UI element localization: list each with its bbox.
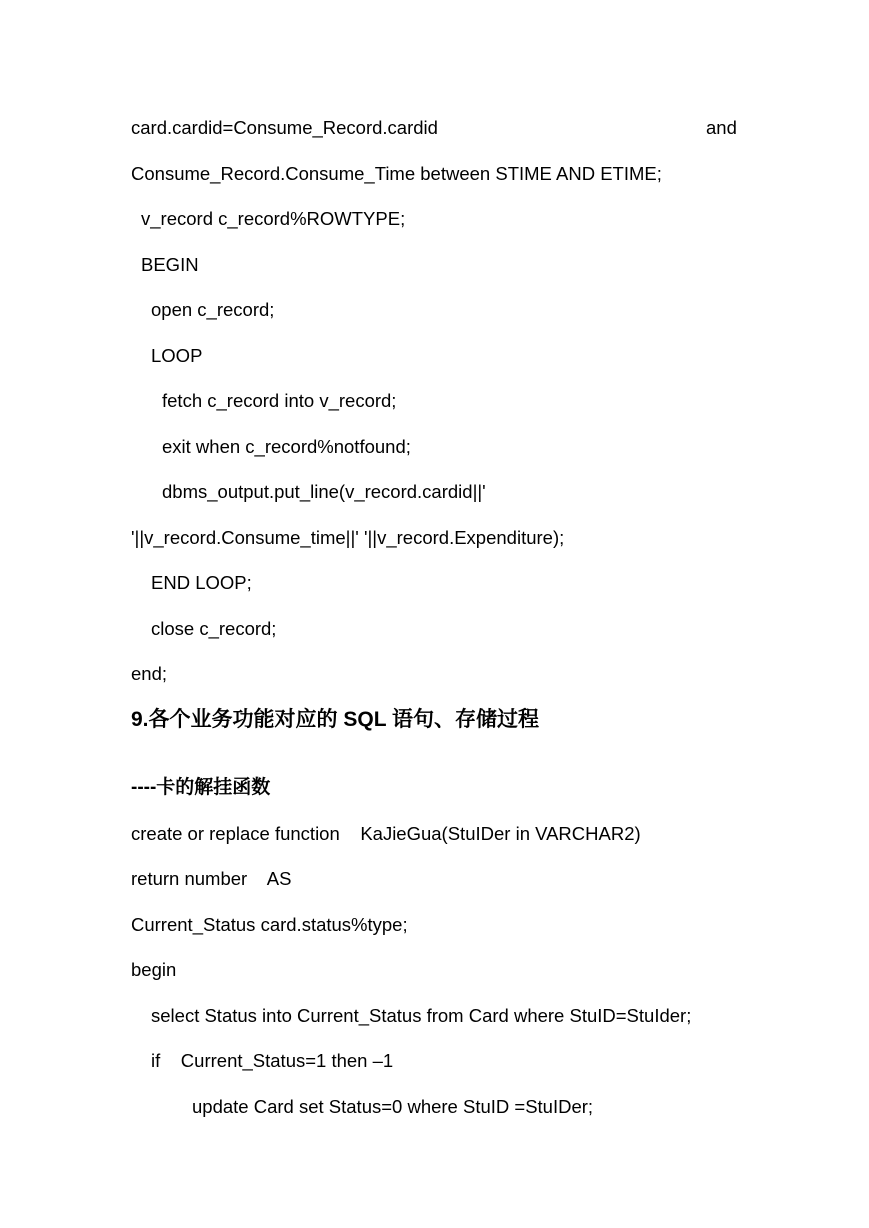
code-line: v_record c_record%ROWTYPE; <box>141 208 406 229</box>
code-line: begin <box>131 959 177 980</box>
section-heading: 9.各个业务功能对应的 SQL 语句、存储过程 <box>131 708 539 731</box>
code-line: exit when c_record%notfound; <box>162 436 411 457</box>
code-line: BEGIN <box>141 254 199 275</box>
code-line: Current_Status card.status%type; <box>131 914 408 935</box>
code-line: open c_record; <box>151 299 275 320</box>
code-line: if Current_Status=1 then –1 <box>151 1050 394 1071</box>
code-line: update Card set Status=0 where StuID =StuIDer; <box>192 1096 594 1117</box>
code-line: '||v_record.Consume_time||' '||v_record.Expenditure); <box>131 527 565 548</box>
code-line: create or replace function KaJieGua(StuIDer in VARCHAR2) <box>131 823 641 844</box>
code-line: END LOOP; <box>151 572 252 593</box>
code-line: and <box>706 117 737 138</box>
code-line: card.cardid=Consume_Record.cardid <box>131 117 438 138</box>
code-line: fetch c_record into v_record; <box>162 390 397 411</box>
code-line: close c_record; <box>151 618 277 639</box>
code-line: dbms_output.put_line(v_record.cardid||' <box>162 481 486 502</box>
code-line: end; <box>131 663 168 684</box>
function-comment-heading: ----卡的解挂函数 <box>131 777 271 798</box>
code-line: LOOP <box>151 345 203 366</box>
code-line: return number AS <box>131 868 292 889</box>
code-line: select Status into Current_Status from Card where StuID=StuIder; <box>151 1005 692 1026</box>
code-line: Consume_Record.Consume_Time between STIME AND ETIME; <box>131 163 662 184</box>
